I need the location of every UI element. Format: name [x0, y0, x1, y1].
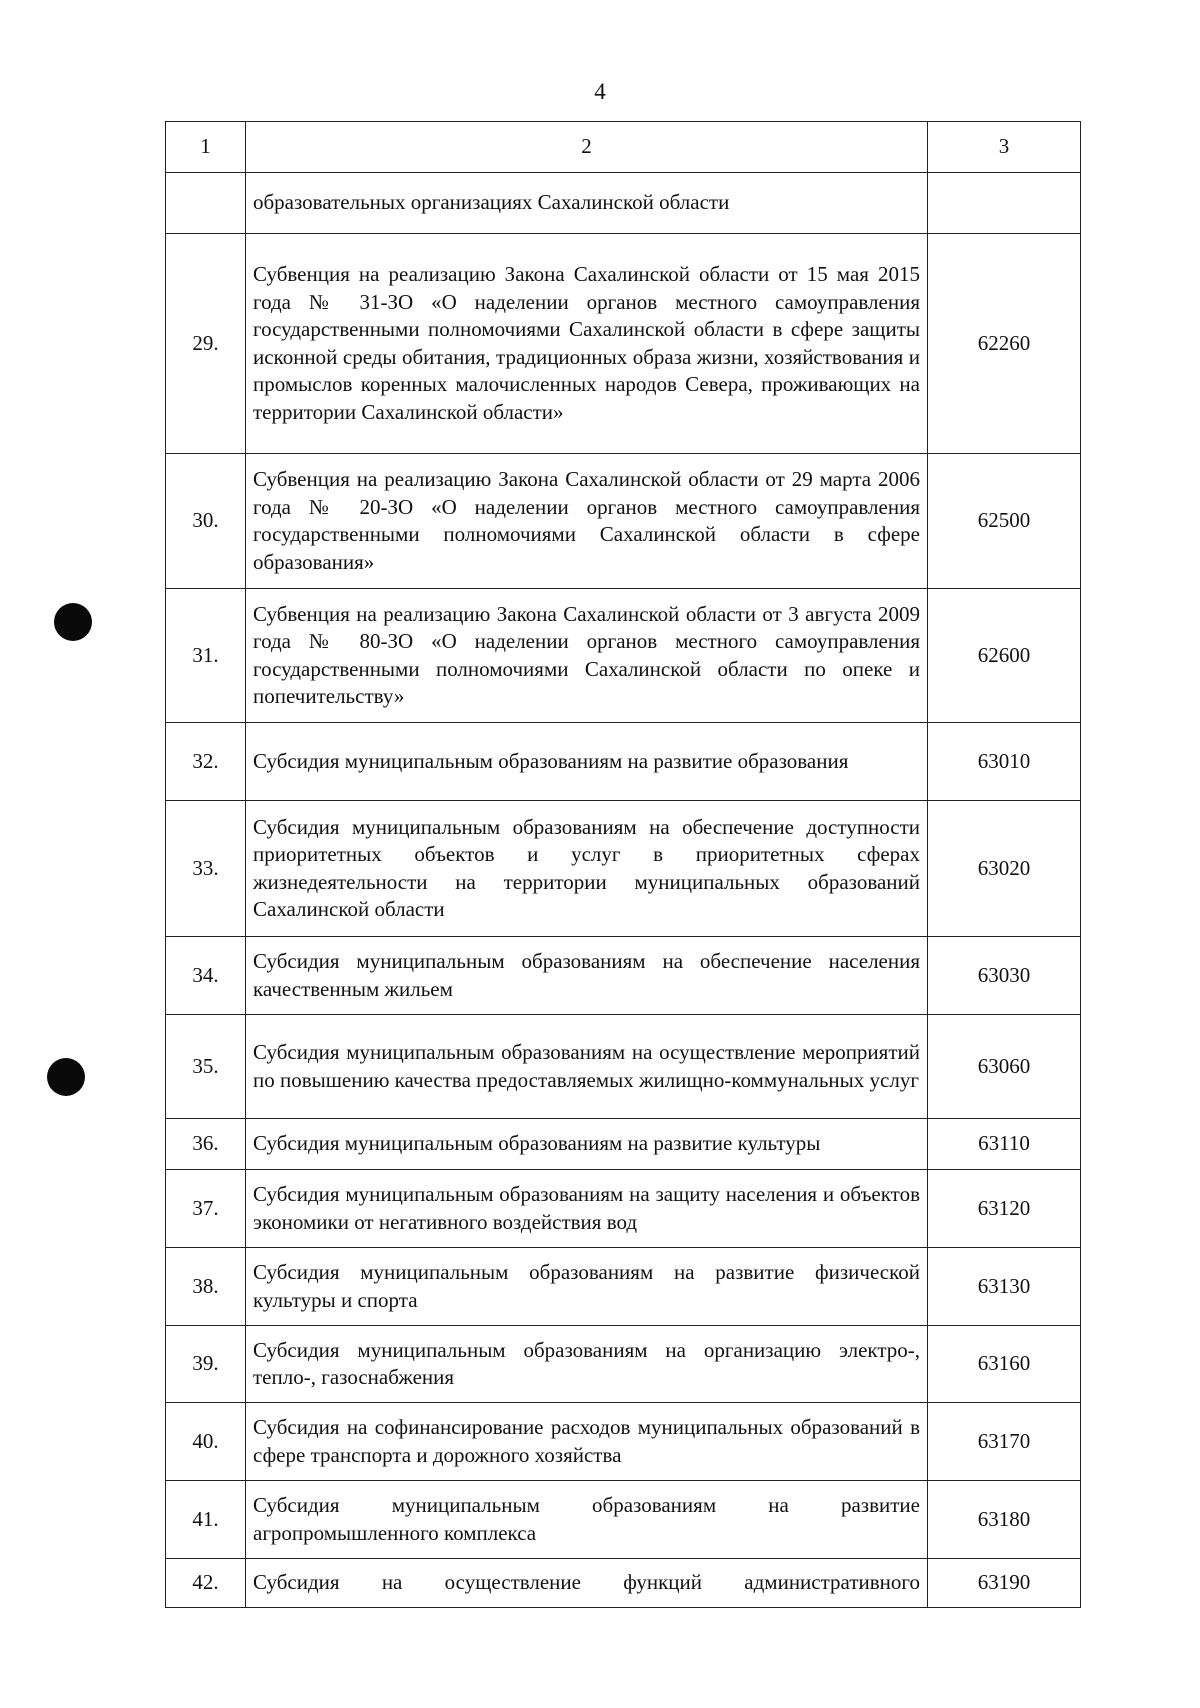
row-number: 39. — [166, 1326, 246, 1403]
row-code: 63160 — [928, 1326, 1081, 1403]
row-description: Субсидия муниципальным образованиям на обеспечение населения качественным жильем — [246, 937, 928, 1015]
row-code: 63130 — [928, 1248, 1081, 1326]
row-number: 41. — [166, 1481, 246, 1559]
row-description: Субсидия муниципальным образованиям на развитие агропромышленного комплекса — [246, 1481, 928, 1559]
page-number: 4 — [594, 79, 606, 104]
row-description: Субсидия муниципальным образованиям на развитие культуры — [246, 1119, 928, 1170]
row-number: 29. — [166, 234, 246, 454]
punch-hole-lower — [47, 1058, 85, 1096]
row-number: 33. — [166, 801, 246, 937]
table-row — [166, 1015, 1081, 1119]
row-number: 34. — [166, 937, 246, 1015]
row-description: образовательных организациях Сахалинской области — [246, 173, 928, 234]
row-code: 63170 — [928, 1403, 1081, 1481]
table-row — [166, 1248, 1081, 1326]
column-header-number: 1 — [166, 122, 246, 173]
row-number: 38. — [166, 1248, 246, 1326]
table-row — [166, 1170, 1081, 1248]
column-header-description: 2 — [246, 122, 928, 173]
row-description: Субсидия муниципальным образованиям на развитие образования — [246, 723, 928, 801]
row-description: Субсидия на осуществление функций административного — [246, 1559, 928, 1608]
table-row-continuation — [166, 173, 1081, 234]
row-number: 40. — [166, 1403, 246, 1481]
row-description: Субсидия муниципальным образованиям на обеспечение доступности приоритетных объектов и услуг в приоритетных сферах жизнедеятельности на территории муниципальных образований Сахалинской области — [246, 801, 928, 937]
row-number: 30. — [166, 454, 246, 589]
row-description: Субвенция на реализацию Закона Сахалинской области от 29 марта 2006 года № 20-ЗО «О наделении органов местного самоуправления государственными полномочиями Сахалинской области в сфере образования» — [246, 454, 928, 589]
table-row — [166, 723, 1081, 801]
row-number — [166, 173, 246, 234]
row-code: 62600 — [928, 589, 1081, 723]
row-code: 63020 — [928, 801, 1081, 937]
row-number: 36. — [166, 1119, 246, 1170]
table-row — [166, 1119, 1081, 1170]
table-row — [166, 1403, 1081, 1481]
table-row — [166, 1326, 1081, 1403]
row-code: 63060 — [928, 1015, 1081, 1119]
row-description: Субсидия муниципальным образованиям на защиту населения и объектов экономики от негативного воздействия вод — [246, 1170, 928, 1248]
row-code: 62500 — [928, 454, 1081, 589]
row-code: 63110 — [928, 1119, 1081, 1170]
column-header-code: 3 — [928, 122, 1081, 173]
row-code: 62260 — [928, 234, 1081, 454]
row-number: 31. — [166, 589, 246, 723]
row-code: 63180 — [928, 1481, 1081, 1559]
table-row — [166, 234, 1081, 454]
row-number: 37. — [166, 1170, 246, 1248]
table-row — [166, 454, 1081, 589]
row-description: Субвенция на реализацию Закона Сахалинской области от 15 мая 2015 года № 31-ЗО «О наделении органов местного самоуправления государственными полномочиями Сахалинской области в сфере защиты исконной среды обитания, традиционных образа жизни, хозяйствования и промыслов коренных малочисленных народов Севера, проживающих на территории Сахалинской области» — [246, 234, 928, 454]
row-code: 63190 — [928, 1559, 1081, 1608]
row-description: Субсидия муниципальным образованиям на развитие физической культуры и спорта — [246, 1248, 928, 1326]
row-code: 63010 — [928, 723, 1081, 801]
row-number: 32. — [166, 723, 246, 801]
table-row — [166, 1481, 1081, 1559]
table-row — [166, 937, 1081, 1015]
row-description: Субсидия муниципальным образованиям на организацию электро-, тепло-, газоснабжения — [246, 1326, 928, 1403]
table-row — [166, 801, 1081, 937]
table-row — [166, 589, 1081, 723]
row-description: Субвенция на реализацию Закона Сахалинской области от 3 августа 2009 года № 80-ЗО «О наделении органов местного самоуправления государственными полномочиями Сахалинской области по опеке и попечительству» — [246, 589, 928, 723]
row-description: Субсидия муниципальным образованиям на осуществление мероприятий по повышению качества предоставляемых жилищно-коммунальных услуг — [246, 1015, 928, 1119]
table-header-row — [166, 122, 1081, 173]
row-number: 42. — [166, 1559, 246, 1608]
row-code: 63120 — [928, 1170, 1081, 1248]
row-number: 35. — [166, 1015, 246, 1119]
row-code: 63030 — [928, 937, 1081, 1015]
subsidy-codes-table — [165, 121, 1081, 1608]
row-description: Субсидия на софинансирование расходов муниципальных образований в сфере транспорта и дорожного хозяйства — [246, 1403, 928, 1481]
table-row — [166, 1559, 1081, 1608]
row-code — [928, 173, 1081, 234]
punch-hole-upper — [54, 603, 92, 641]
